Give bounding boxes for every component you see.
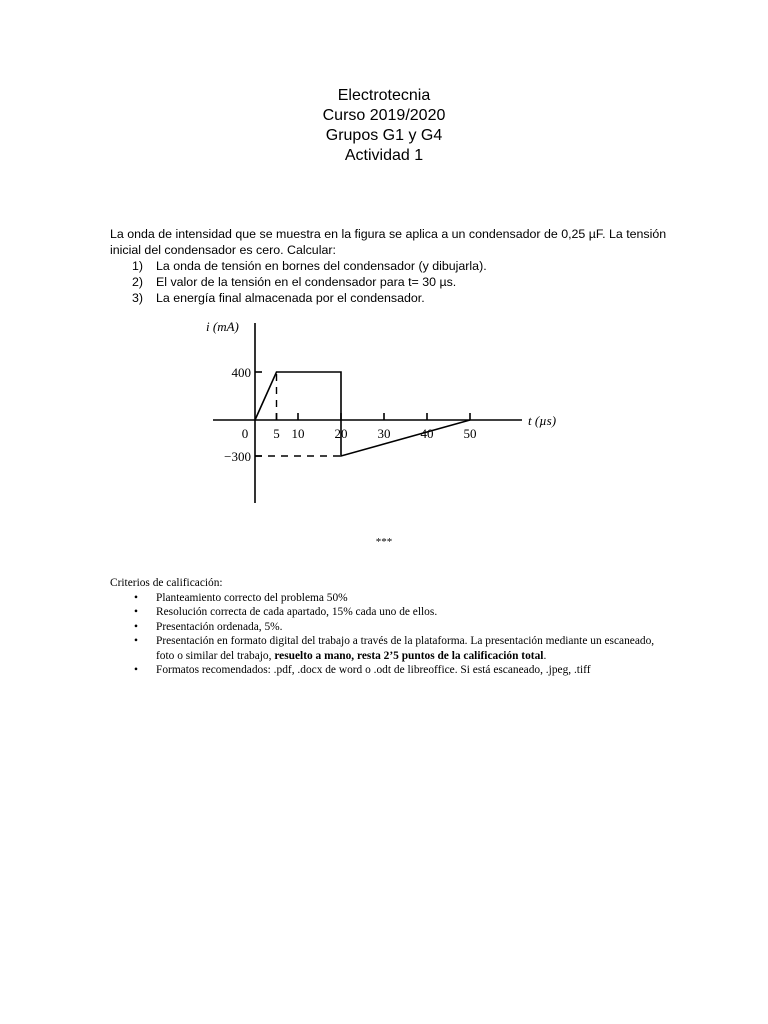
activity-title: Actividad 1 — [344, 147, 424, 164]
x-tick-label: 0 — [241, 426, 249, 441]
criteria-item — [110, 605, 670, 620]
y-tick-label: −300 — [224, 449, 251, 464]
x-tick-label: 5 — [273, 426, 280, 441]
x-tick-label: 50 — [463, 426, 477, 441]
question-number: 1) — [132, 259, 144, 273]
criteria-text-end: . — [543, 649, 547, 662]
question-item — [110, 290, 670, 306]
x-tick-label: 30 — [377, 426, 391, 441]
question-number: 3) — [132, 291, 144, 305]
document-header — [0, 86, 768, 166]
criteria-text: Presentación en formato digital del trabajo a través de la plataforma. La presentación mediante un escaneado, foto o similar del trabajo, — [156, 635, 655, 662]
question-list — [110, 258, 670, 306]
current-waveform-line — [255, 372, 470, 456]
current-waveform-chart — [200, 315, 580, 515]
x-tick-label: 10 — [291, 426, 305, 441]
course-groups: Grupos G1 y G4 — [325, 127, 443, 144]
x-tick-label: 20 — [334, 426, 348, 441]
criteria-item — [110, 620, 670, 635]
criteria-bold-text: resuelto a mano, resta 2’5 puntos de la calificación total — [274, 649, 544, 662]
criteria-item — [110, 663, 670, 678]
x-axis-label: t (µs) — [528, 413, 557, 428]
criteria-text: Presentación ordenada, 5%. — [156, 620, 283, 633]
question-item — [110, 274, 670, 290]
current-waveform-figure — [200, 315, 580, 515]
criteria-text: Planteamiento correcto del problema 50% — [156, 591, 348, 604]
question-text: La energía final almacenada por el condensador. — [156, 291, 425, 305]
criteria-text: Formatos recomendados: .pdf, .docx de word o .odt de libreoffice. Si está escaneado, .jpeg, .tiff — [156, 664, 591, 676]
bullet-icon: • — [134, 591, 138, 604]
question-text: La onda de tensión en bornes del condensador (y dibujarla). — [156, 259, 487, 273]
y-tick-label: 400 — [231, 365, 251, 380]
course-year: Curso 2019/2020 — [322, 107, 446, 124]
criteria-item — [110, 591, 670, 606]
grading-criteria — [110, 576, 670, 678]
question-number: 2) — [132, 275, 144, 289]
bullet-icon: • — [134, 606, 138, 618]
criteria-item — [110, 634, 670, 663]
bullet-icon: • — [134, 620, 138, 633]
bullet-icon: • — [134, 635, 138, 647]
question-text: El valor de la tensión en el condensador para t= 30 µs. — [156, 275, 457, 289]
problem-text: La onda de intensidad que se muestra en la figura se aplica a un condensador de 0,25 µF. La tensión inicial del condensador es cero. Calcular: — [110, 227, 667, 257]
question-item — [110, 258, 670, 274]
y-axis-label: i (mA) — [206, 319, 239, 334]
course-subject: Electrotecnia — [337, 87, 431, 104]
separator: *** — [375, 536, 393, 548]
criteria-list — [110, 591, 670, 678]
criteria-title: Criterios de calificación: — [110, 577, 223, 589]
criteria-text: Resolución correcta de cada apartado, 15% cada uno de ellos. — [156, 606, 438, 618]
problem-statement — [110, 226, 670, 306]
x-tick-label: 40 — [420, 426, 434, 441]
bullet-icon: • — [134, 664, 138, 676]
